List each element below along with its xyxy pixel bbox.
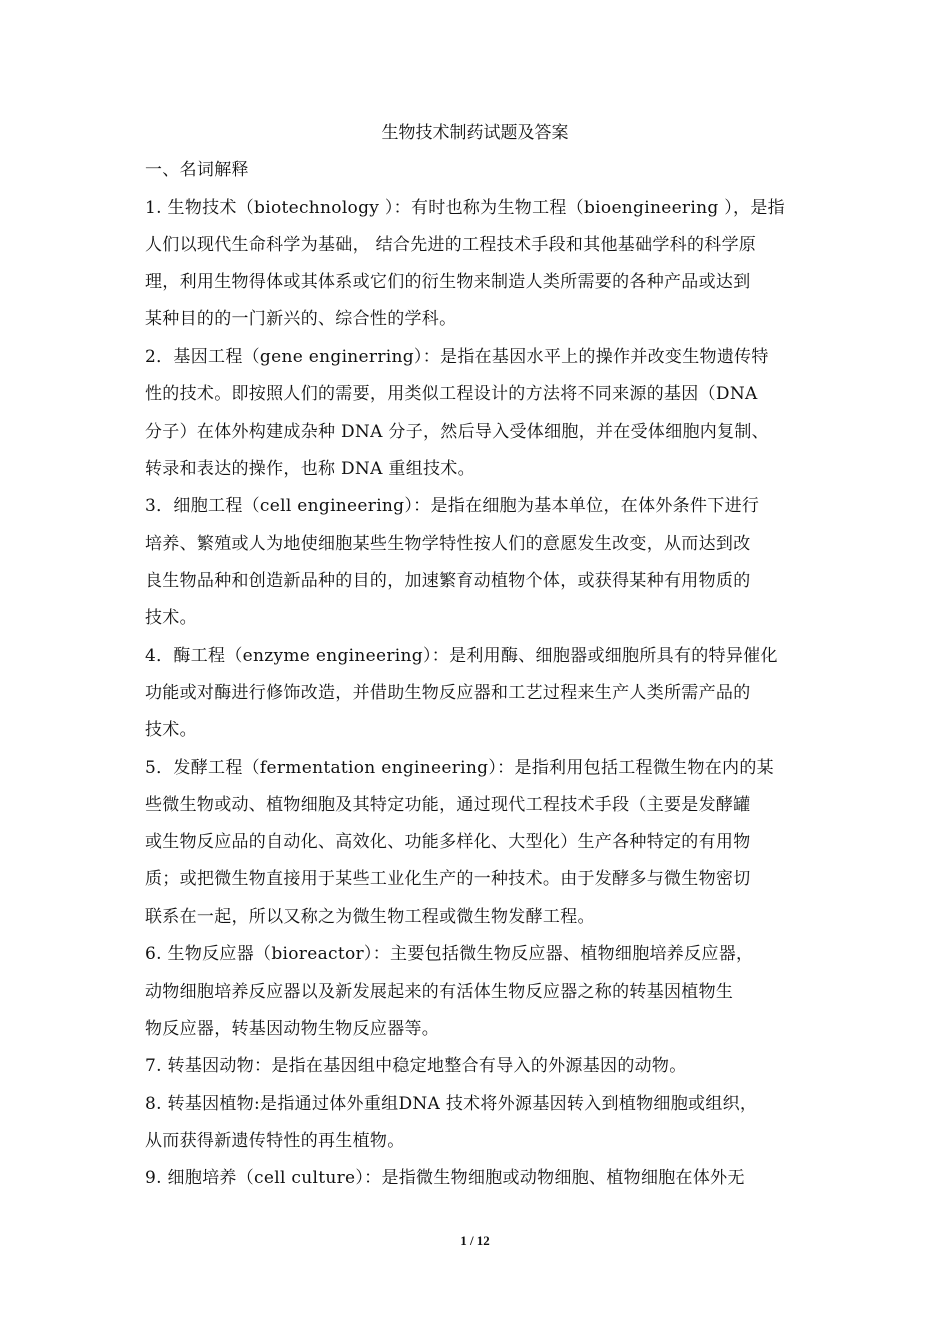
text-line: 7. 转基因动物：是指在基因组中稳定地整合有导入的外源基因的动物。: [145, 1056, 687, 1076]
text-line: 1. 生物技术（biotechnology ）：有时也称为生物工程（bioengineering ），是指: [145, 198, 785, 218]
text-line: 4．酶工程（enzyme engineering）：是利用酶、细胞器或细胞所具有的特异催化: [145, 646, 778, 666]
text-line: 人们以现代生命科学为基础， 结合先进的工程技术手段和其他基础学科的科学原: [145, 235, 757, 255]
text-line: 理，利用生物得体或其体系或它们的衍生物来制造人类所需要的各种产品或达到: [145, 272, 751, 292]
text-line: 培养、繁殖或人为地使细胞某些生物学特性按人们的意愿发生改变，从而达到改: [145, 534, 751, 554]
section-heading: 一、名词解释: [145, 160, 249, 180]
text-line: 联系在一起，所以又称之为微生物工程或微生物发酵工程。: [145, 907, 595, 927]
document-title: 生物技术制药试题及答案: [381, 123, 569, 143]
text-line: 转录和表达的操作，也称 DNA 重组技术。: [145, 459, 475, 479]
text-line: 良生物品种和创造新品种的目的，加速繁育动植物个体，或获得某种有用物质的: [145, 571, 751, 591]
text-line: 某种目的的一门新兴的、综合性的学科。: [145, 309, 457, 329]
page-number: 1 / 12: [460, 1233, 490, 1248]
text-line: 物反应器，转基因动物生物反应器等。: [145, 1019, 440, 1039]
text-line: 技术。: [145, 608, 197, 628]
text-line: 8. 转基因植物:是指通过体外重组DNA 技术将外源基因转入到植物细胞或组织，: [145, 1094, 758, 1114]
text-line: 技术。: [145, 720, 197, 740]
text-line: 6. 生物反应器（bioreactor）：主要包括微生物反应器、植物细胞培养反应器，: [145, 944, 754, 964]
text-line: 5．发酵工程（fermentation engineering）：是指利用包括工程微生物在内的某: [145, 758, 774, 778]
text-line: 从而获得新遗传特性的再生植物。: [145, 1131, 405, 1151]
text-line: 性的技术。即按照人们的需要，用类似工程设计的方法将不同来源的基因（DNA: [145, 384, 758, 404]
text-line: 动物细胞培养反应器以及新发展起来的有活体生物反应器之称的转基因植物生: [145, 982, 734, 1002]
text-line: 2．基因工程（gene enginerring）：是指在基因水平上的操作并改变生物遗传特: [145, 347, 769, 367]
text-line: 分子）在体外构建成杂种 DNA 分子，然后导入受体细胞，并在受体细胞内复制、: [145, 422, 769, 442]
text-line: 些微生物或动、植物细胞及其特定功能，通过现代工程技术手段（主要是发酵罐: [145, 795, 751, 815]
text-line: 3．细胞工程（cell engineering）：是指在细胞为基本单位，在体外条件下进行: [145, 496, 760, 516]
text-line: 质；或把微生物直接用于某些工业化生产的一种技术。由于发酵多与微生物密切: [145, 869, 751, 889]
text-line: 功能或对酶进行修饰改造，并借助生物反应器和工艺过程来生产人类所需产品的: [145, 683, 751, 703]
text-line: 9. 细胞培养（cell culture）：是指微生物细胞或动物细胞、植物细胞在体外无: [145, 1168, 745, 1188]
text-line: 或生物反应品的自动化、高效化、功能多样化、大型化）生产各种特定的有用物: [145, 832, 751, 852]
